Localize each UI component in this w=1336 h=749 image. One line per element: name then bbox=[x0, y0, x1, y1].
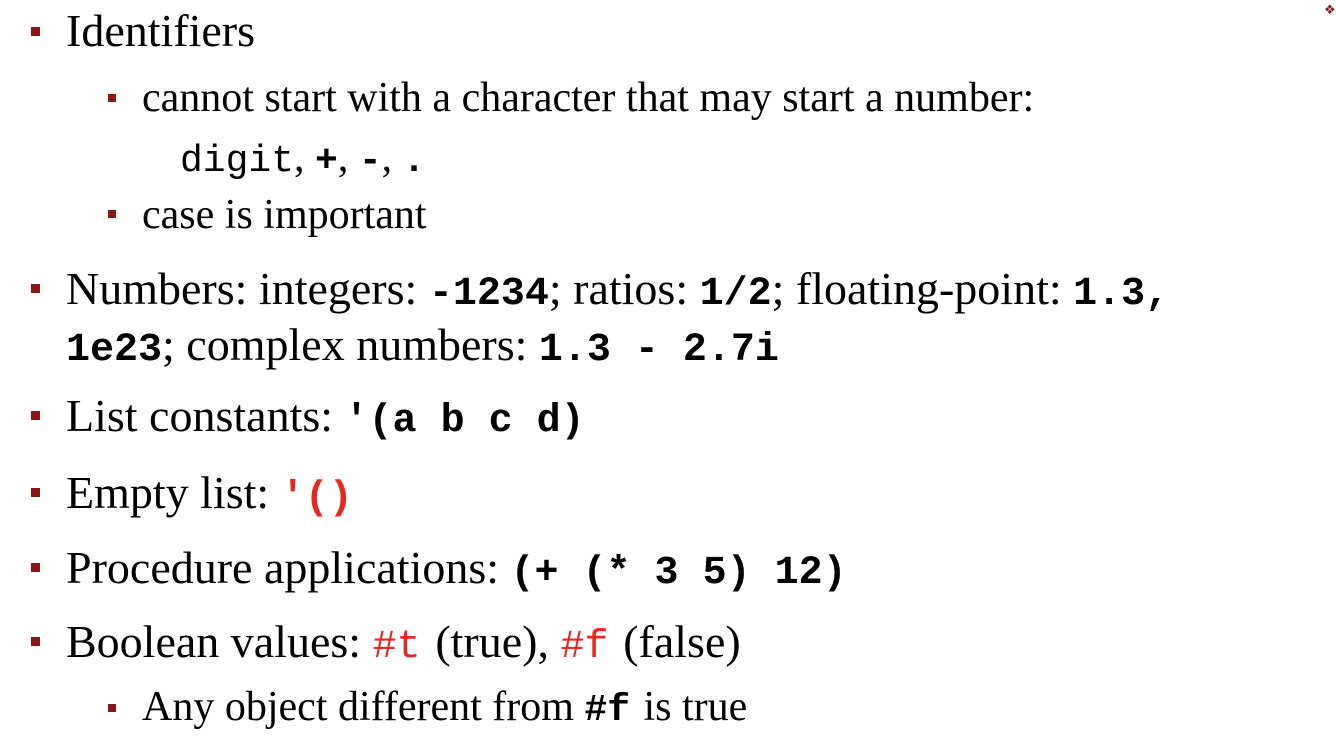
plus-code: + bbox=[315, 140, 338, 183]
complex-example: 1.3 - 2.7i bbox=[538, 328, 779, 373]
empty-list-label: Empty list: bbox=[66, 467, 281, 518]
identifiers-label: Identifiers bbox=[66, 5, 256, 56]
separator: , bbox=[294, 135, 316, 181]
empty-list-example: '() bbox=[280, 476, 353, 521]
integer-example: -1234 bbox=[428, 272, 549, 317]
identifiers-heading bbox=[66, 5, 256, 56]
sub-bullet-marker bbox=[108, 210, 116, 218]
ratio-example: 1/2 bbox=[699, 272, 772, 317]
bullet-marker bbox=[31, 637, 40, 646]
separator: , bbox=[381, 135, 403, 181]
rule-text: cannot start with a character that may start a number: bbox=[142, 75, 1035, 121]
false-text: (false) bbox=[623, 616, 741, 667]
rule-text: is true bbox=[643, 684, 748, 730]
list-constants-line bbox=[66, 390, 585, 444]
float-exponent-example: 1e23 bbox=[66, 328, 163, 373]
boolean-values-line bbox=[66, 616, 741, 670]
dot-code: . bbox=[402, 140, 426, 183]
bullet-marker bbox=[31, 284, 40, 293]
minus-code: - bbox=[358, 140, 382, 183]
identifiers-rule-start bbox=[142, 77, 1034, 119]
separator: , bbox=[337, 135, 359, 181]
slide-corner-logo-icon: ❖ bbox=[1324, 3, 1336, 18]
float-example: 1.3, bbox=[1073, 272, 1170, 317]
list-constants-label: List constants: bbox=[66, 390, 345, 441]
rule-text: Any object different from bbox=[142, 684, 585, 730]
digit-code: digit bbox=[180, 140, 295, 183]
boolean-truthiness-rule bbox=[142, 686, 747, 730]
numbers-label: Numbers: integers: bbox=[66, 263, 429, 314]
list-constant-example: '(a b c d) bbox=[344, 399, 585, 444]
sub-bullet-marker bbox=[108, 94, 116, 102]
float-label: ; floating-point: bbox=[771, 263, 1074, 314]
true-literal: #t bbox=[372, 625, 421, 670]
numbers-line-2 bbox=[66, 319, 779, 373]
true-text: (true), bbox=[435, 616, 561, 667]
identifiers-case-rule bbox=[142, 194, 427, 236]
bullet-marker bbox=[31, 488, 40, 497]
complex-label: ; complex numbers: bbox=[162, 319, 539, 370]
procedure-application-example: (+ (* 3 5) 12) bbox=[510, 551, 847, 596]
procedure-applications-line bbox=[66, 542, 847, 596]
false-literal-ref: #f bbox=[584, 689, 631, 732]
sub-bullet-marker bbox=[108, 704, 116, 712]
numbers-line-1 bbox=[66, 263, 1170, 317]
bullet-marker bbox=[31, 411, 40, 420]
procedure-applications-label: Procedure applications: bbox=[66, 542, 511, 593]
empty-list-line bbox=[66, 467, 353, 521]
rule-text: case is important bbox=[142, 192, 427, 238]
ratios-label: ; ratios: bbox=[548, 263, 700, 314]
bullet-marker bbox=[31, 27, 40, 36]
false-literal: #f bbox=[560, 625, 609, 670]
boolean-values-label: Boolean values: bbox=[66, 616, 373, 667]
bullet-marker bbox=[31, 563, 40, 572]
number-start-chars bbox=[180, 137, 425, 181]
